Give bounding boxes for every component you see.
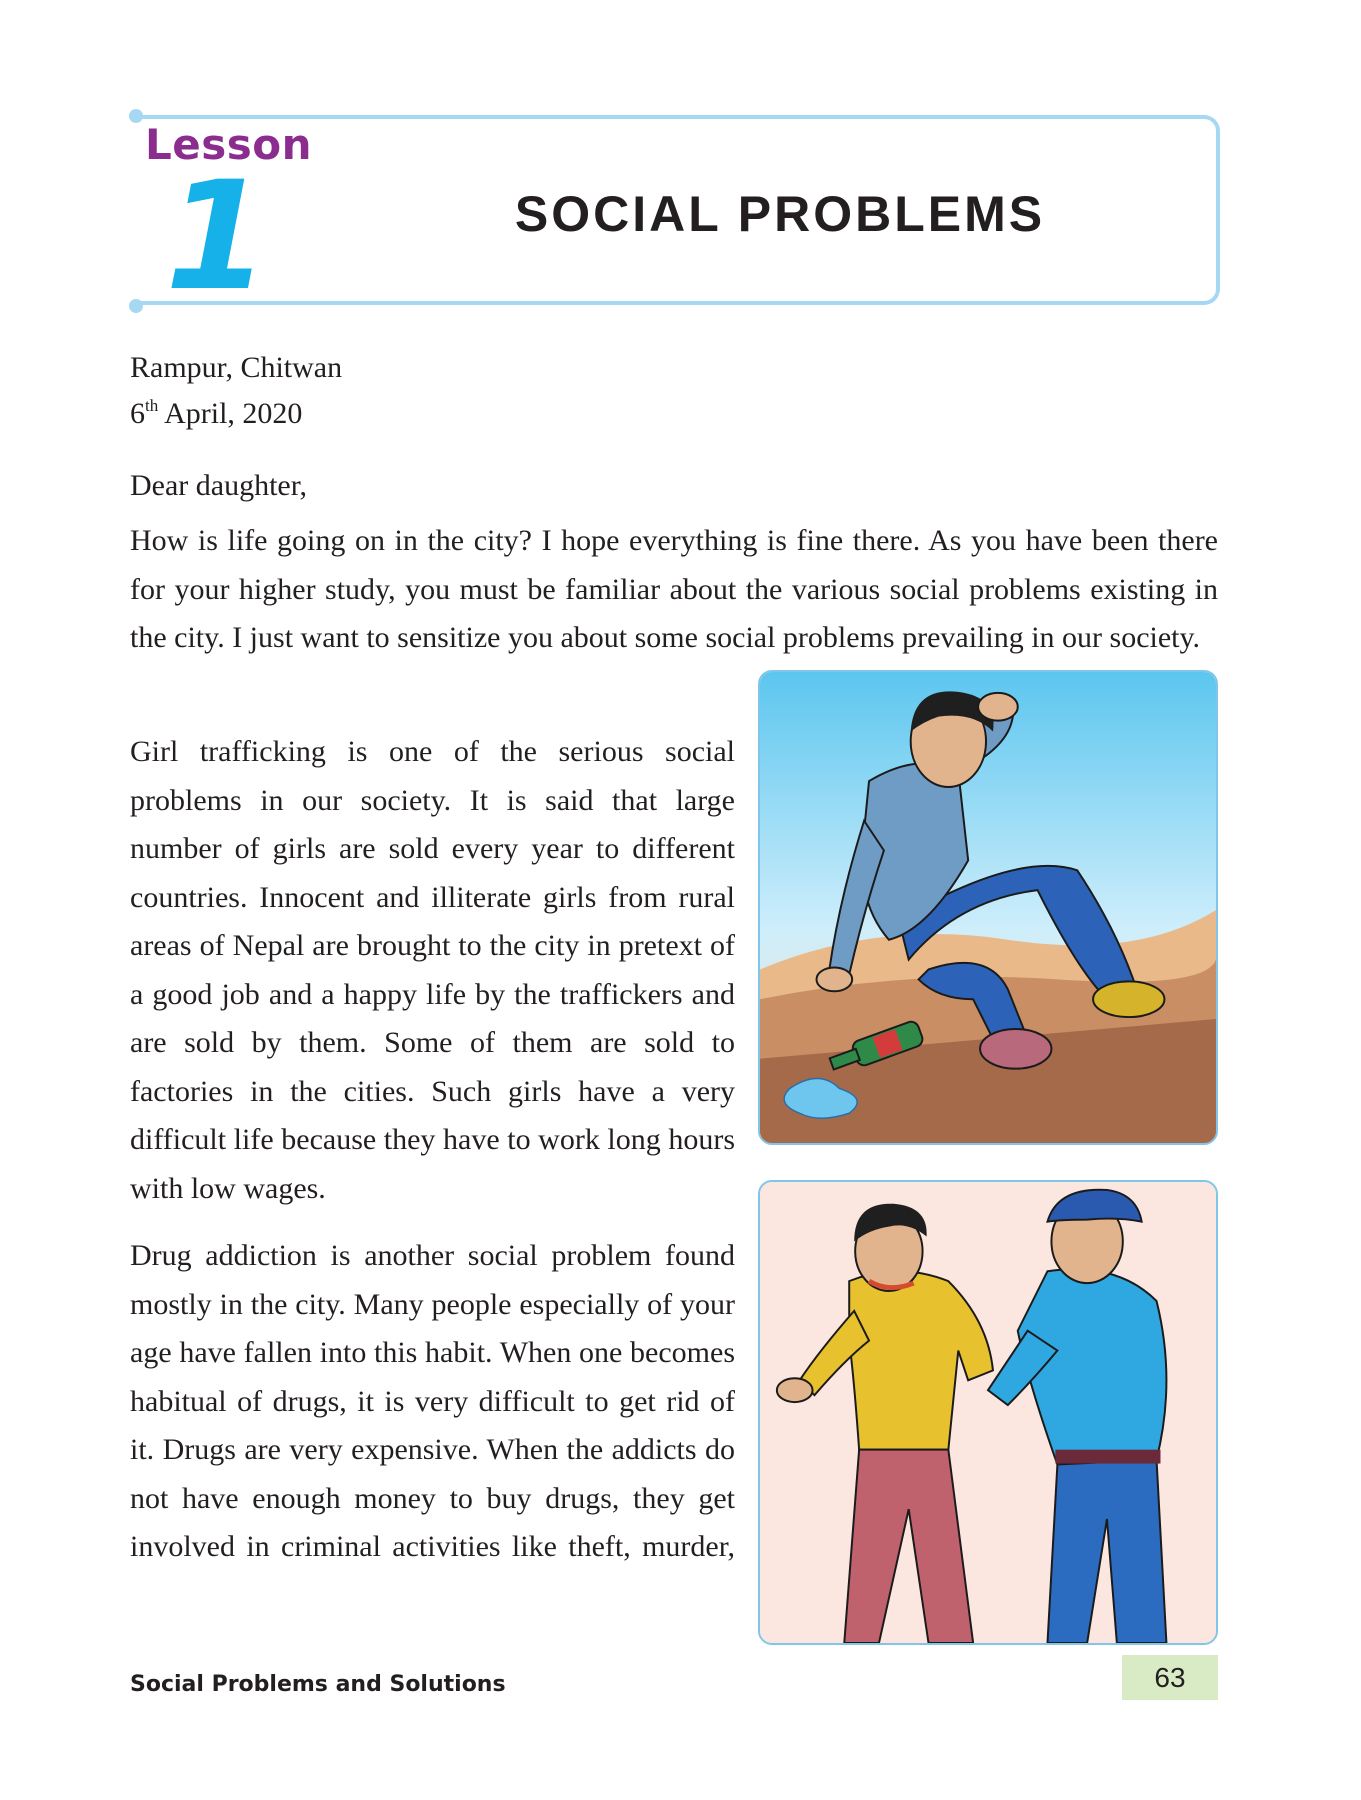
page-title: SOCIAL PROBLEMS [514, 186, 1046, 242]
date-day: 6 [130, 397, 145, 430]
salutation: Dear daughter, [130, 469, 308, 502]
page-number: 63 [1122, 1655, 1218, 1700]
illustration-police-with-addict [758, 1180, 1218, 1645]
frame-dot-bottom [129, 299, 143, 313]
lesson-number: 1 [165, 150, 270, 324]
address-line: Rampur, Chitwan [130, 351, 343, 384]
date-suffix: th [145, 396, 159, 415]
illustration-drunk-man [758, 670, 1218, 1145]
paragraph-intro: How is life going on in the city? I hope everything is fine there. As you have been there for your higher study, you must be familiar about the various social problems existing in the city. I just want to sensitize you about some social problems prevailing in our society. [130, 524, 1218, 654]
paragraph-drug-addiction: Drug addiction is another social problem found mostly in the city. Many people especially of your age have fallen into this habit. When one becomes habitual of drugs, it is very difficult to get rid of it. Drugs are very expensive. When the addicts do not have enough money to buy drugs, they get involved in criminal activities like theft, murder, [130, 1239, 735, 1563]
date-rest: April, 2020 [158, 397, 303, 430]
date-line [130, 391, 342, 437]
paragraph-girl-trafficking: Girl trafficking is one of the serious social problems in our society. It is said that large number of girls are sold every year to different countries. Innocent and illiterate girls from rural areas of Nepal are brought to the city in pretext of a good job and a happy life by the traffickers and are sold by them. Some of them are sold to factories in the cities. Such girls have a very difficult life because they have to work long hours with low wages. [130, 735, 735, 1205]
lesson-label: Lesson [145, 120, 313, 169]
frame-dot-top [129, 109, 143, 123]
letter-address-block [130, 345, 342, 437]
footer-book-title: Social Problems and Solutions [130, 1672, 506, 1697]
